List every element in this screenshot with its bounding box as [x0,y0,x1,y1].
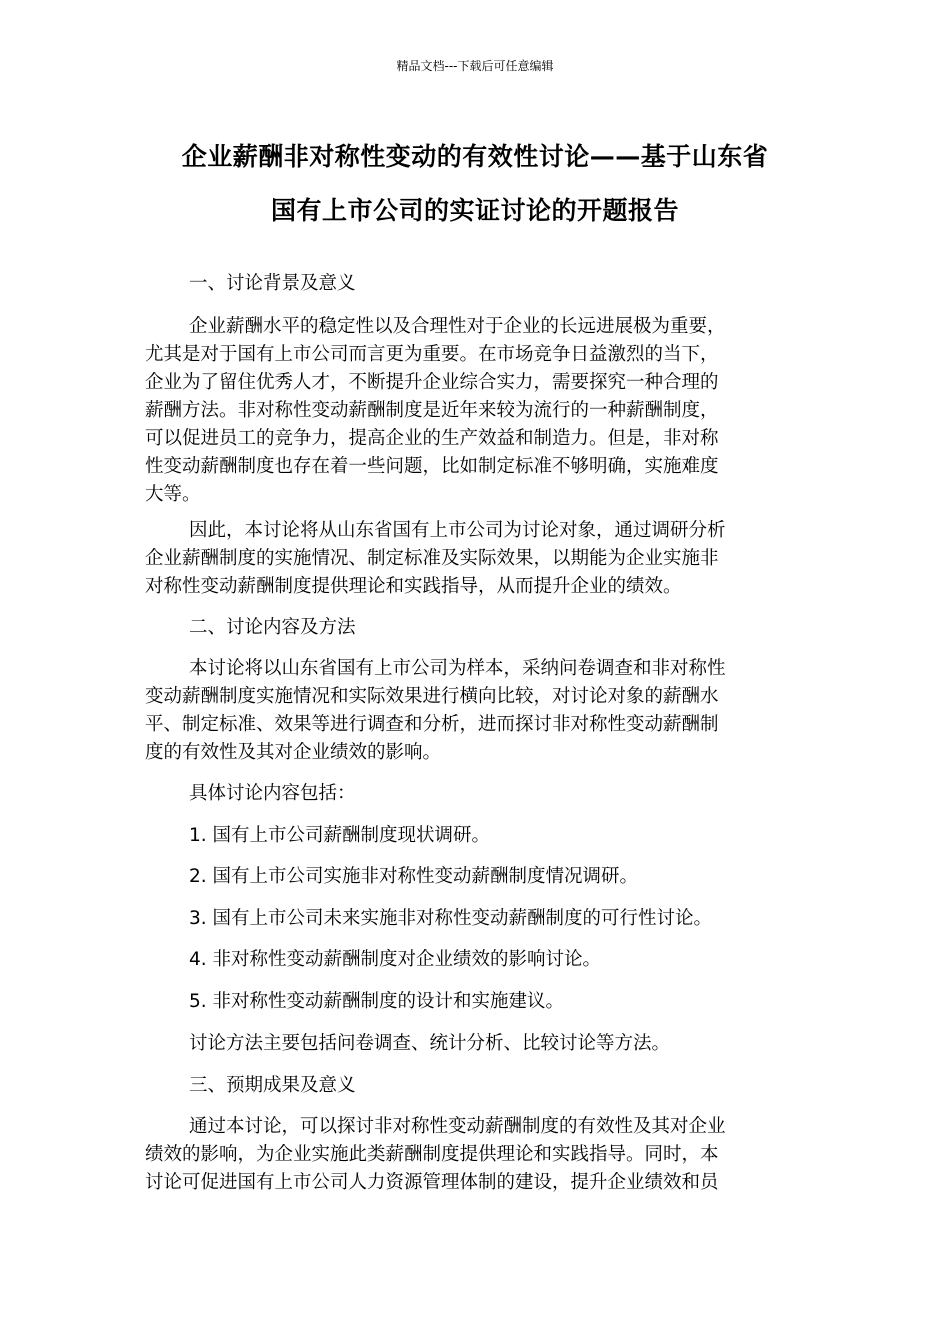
paragraph-line: 因此，本讨论将从山东省国有上市公司为讨论对象，通过调研分析 [189,520,726,541]
paragraph-line: 通过本讨论，可以探讨非对称性变动薪酬制度的有效性及其对企业 [189,1116,726,1137]
paragraph-line: 对称性变动薪酬制度提供理论和实践指导，从而提升企业的绩效。 [145,576,682,597]
paragraph-line: 企业为了留住优秀人才，不断提升企业综合实力，需要探究一种合理的 [145,372,719,393]
paragraph-line: 尤其是对于国有上市公司而言更为重要。在市场竞争日益激烈的当下， [145,344,719,365]
section-2-method: 讨论方法主要包括问卷调查、统计分析、比较讨论等方法。 [189,1033,671,1054]
section-2-paragraph-1 [145,655,795,767]
section-2-heading: 二、讨论内容及方法 [189,617,356,638]
paragraph-line: 薪酬方法。非对称性变动薪酬制度是近年来较为流行的一种薪酬制度， [145,400,719,421]
list-item: 4. 非对称性变动薪酬制度对企业绩效的影响讨论。 [189,949,602,970]
header-note: 精品文档---下载后可任意编辑 [396,59,554,73]
section-3-paragraph-1 [145,1113,795,1197]
section-1-paragraph-2 [145,517,795,601]
paragraph-line: 度的有效性及其对企业绩效的影响。 [145,742,442,763]
paragraph-line: 绩效的影响，为企业实施此类薪酬制度提供理论和实践指导。同时，本 [145,1144,719,1165]
list-item: 2. 国有上市公司实施非对称性变动薪酬制度情况调研。 [189,866,639,887]
list-item: 3. 国有上市公司未来实施非对称性变动薪酬制度的可行性讨论。 [189,908,713,929]
list-item: 5. 非对称性变动薪酬制度的设计和实施建议。 [189,991,565,1012]
section-3-heading: 三、预期成果及意义 [189,1075,356,1096]
section-1-heading: 一、讨论背景及意义 [189,273,356,294]
list-item: 1. 国有上市公司薪酬制度现状调研。 [189,825,491,846]
paragraph-line: 变动薪酬制度实施情况和实际效果进行横向比较，对讨论对象的薪酬水 [145,686,719,707]
paragraph-line: 平、制定标准、效果等进行调查和分析，进而探讨非对称性变动薪酬制 [145,714,719,735]
paragraph-line: 企业薪酬制度的实施情况、制定标准及实际效果，以期能为企业实施非 [145,548,719,569]
section-1-paragraph-1 [145,313,795,509]
paragraph-line: 大等。 [145,484,201,505]
paragraph-line: 可以促进员工的竞争力，提高企业的生产效益和制造力。但是，非对称 [145,428,719,449]
section-2-intro: 具体讨论内容包括： [189,783,356,804]
paragraph-line: 本讨论将以山东省国有上市公司为样本，采纳问卷调查和非对称性 [189,658,726,679]
title-line-1: 企业薪酬非对称性变动的有效性讨论——基于山东省 [181,142,769,171]
title-line-2: 国有上市公司的实证讨论的开题报告 [270,196,679,225]
paragraph-line: 企业薪酬水平的稳定性以及合理性对于企业的长远进展极为重要， [189,316,726,337]
paragraph-line: 讨论可促进国有上市公司人力资源管理体制的建设，提升企业绩效和员 [145,1172,719,1193]
paragraph-line: 性变动薪酬制度也存在着一些问题，比如制定标准不够明确，实施难度 [145,456,719,477]
